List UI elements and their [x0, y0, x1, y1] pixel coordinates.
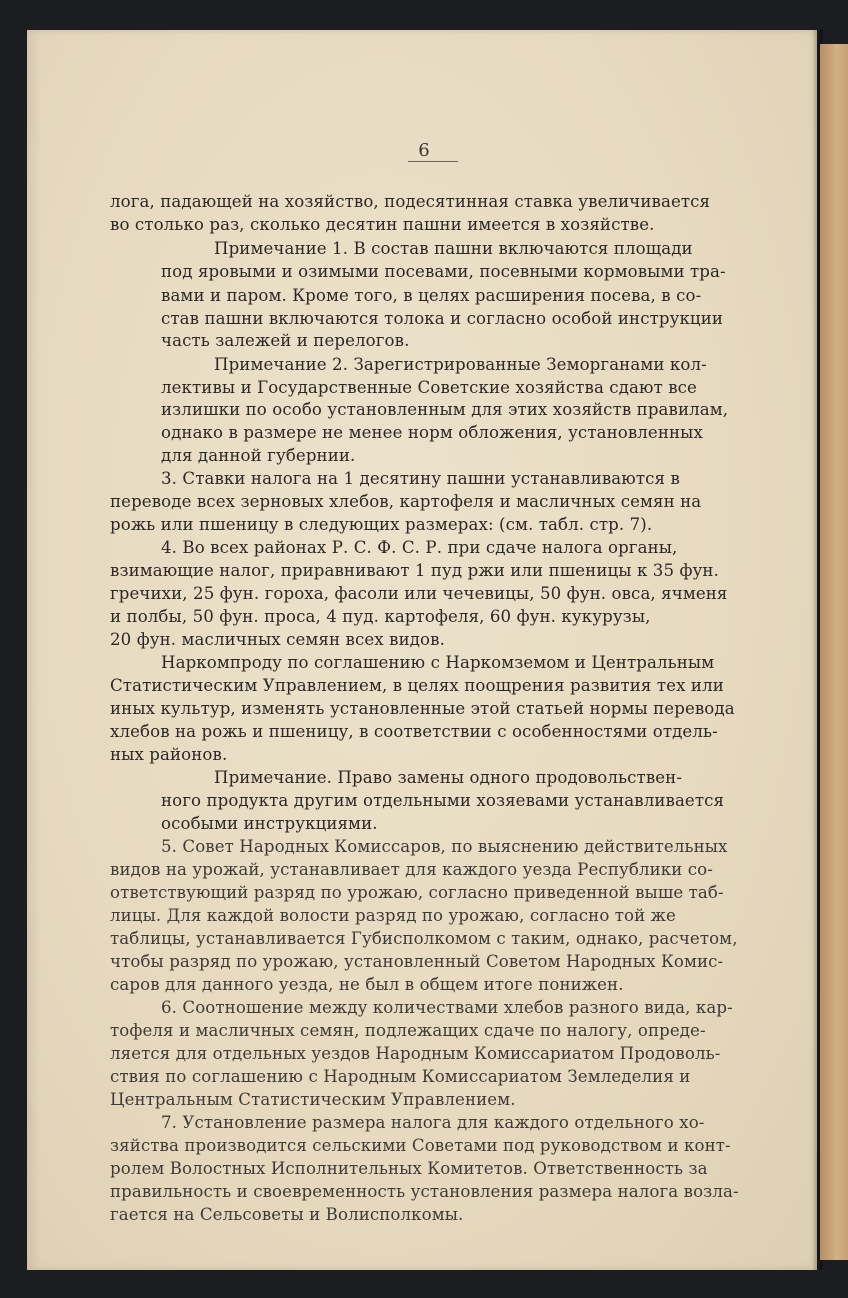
text-line: вами и паром. Кроме того, в целях расширения посева, в со-: [161, 286, 702, 305]
text-line: лективы и Государственные Советские хозяйства сдают все: [161, 378, 697, 397]
text-line: Наркомпроду по соглашению с Наркомземом и Центральным: [161, 653, 715, 672]
text-line: однако в размере не менее норм обложения, установленных: [161, 423, 703, 442]
text-line: лицы. Для каждой волости разряд по урожаю, согласно той же: [110, 906, 676, 925]
text-line: часть залежей и перелогов.: [161, 331, 410, 350]
text-line: ляется для отдельных уездов Народным Комиссариатом Продоволь-: [110, 1044, 721, 1063]
text-line: и полбы, 50 фун. проса, 4 пуд. картофеля, 60 фун. кукурузы,: [110, 607, 651, 626]
text-line: став пашни включаются толока и согласно особой инструкции: [161, 309, 724, 328]
text-line: 20 фун. масличных семян всех видов.: [110, 630, 445, 649]
text-line: ролем Волостных Исполнительных Комитетов. Ответственность за: [110, 1159, 708, 1178]
text-line: саров для данного уезда, не был в общем итоге понижен.: [110, 975, 624, 994]
paragraph-4-line: 4. Во всех районах Р. С. Ф. С. Р. при сдаче налога органы,: [161, 538, 678, 557]
text-line: излишки по особо установленным для этих хозяйств правилам,: [161, 400, 729, 419]
text-line: хлебов на рожь и пшеницу, в соответствии с особенностями отдель-: [110, 722, 718, 741]
text-line: переводе всех зерновых хлебов, картофеля и масличных семян на: [110, 492, 702, 511]
note-3-heading-line: Примечание. Право замены одного продовольствен-: [214, 768, 683, 787]
text-line: лога, падающей на хозяйство, подесятинная ставка увеличивается: [110, 192, 711, 211]
text-line: ствия по соглашению с Народным Комиссариатом Земледелия и: [110, 1067, 691, 1086]
text-line: особыми инструкциями.: [161, 814, 378, 833]
note-2-heading-line: Примечание 2. Зарегистрированные Земорганами кол-: [214, 355, 707, 374]
paragraph-5-line: 5. Совет Народных Комиссаров, по выяснению действительных: [161, 837, 728, 856]
text-line: Центральным Статистическим Управлением.: [110, 1090, 516, 1109]
paragraph-7-line: 7. Установление размера налога для каждого отдельного хо-: [161, 1113, 705, 1132]
text-line: гречихи, 25 фун. гороха, фасоли или чечевицы, 50 фун. овса, ячменя: [110, 584, 728, 603]
paragraph-3-line: 3. Ставки налога на 1 десятину пашни устанавливаются в: [161, 469, 680, 488]
text-line: рожь или пшеницу в следующих размерах: (см. табл. стр. 7).: [110, 515, 653, 534]
text-line: правильность и своевременность установления размера налога возла-: [110, 1182, 739, 1201]
text-line: чтобы разряд по урожаю, установленный Советом Народных Комис-: [110, 952, 724, 971]
text-line: для данной губернии.: [161, 446, 356, 465]
text-line: ответствующий разряд по урожаю, согласно приведенной выше таб-: [110, 883, 724, 902]
text-line: таблицы, устанавливается Губисполкомом с таким, однако, расчетом,: [110, 929, 738, 948]
text-line: тофеля и масличных семян, подлежащих сдаче по налогу, опреде-: [110, 1021, 706, 1040]
page-number: 6: [418, 140, 430, 161]
text-line: гается на Сельсоветы и Волисполкомы.: [110, 1205, 464, 1224]
text-line: ных районов.: [110, 745, 228, 764]
text-line: видов на урожай, устанавливает для каждого уезда Республики со-: [110, 860, 713, 879]
text-line: под яровыми и озимыми посевами, посевными кормовыми тра-: [161, 262, 726, 281]
text-line: во столько раз, сколько десятин пашни имеется в хозяйстве.: [110, 215, 655, 234]
note-1-heading-line: Примечание 1. В состав пашни включаются площади: [214, 239, 693, 258]
text-line: зяйства производится сельскими Советами под руководством и конт-: [110, 1136, 731, 1155]
text-line: Статистическим Управлением, в целях поощрения развития тех или: [110, 676, 724, 695]
text-line: иных культур, изменять установленные этой статьей нормы перевода: [110, 699, 735, 718]
text-line: взимающие налог, приравнивают 1 пуд ржи или пшеницы к 35 фун.: [110, 561, 719, 580]
paragraph-6-line: 6. Соотношение между количествами хлебов разного вида, кар-: [161, 998, 733, 1017]
text-line: ного продукта другим отдельными хозяевами устанавливается: [161, 791, 725, 810]
